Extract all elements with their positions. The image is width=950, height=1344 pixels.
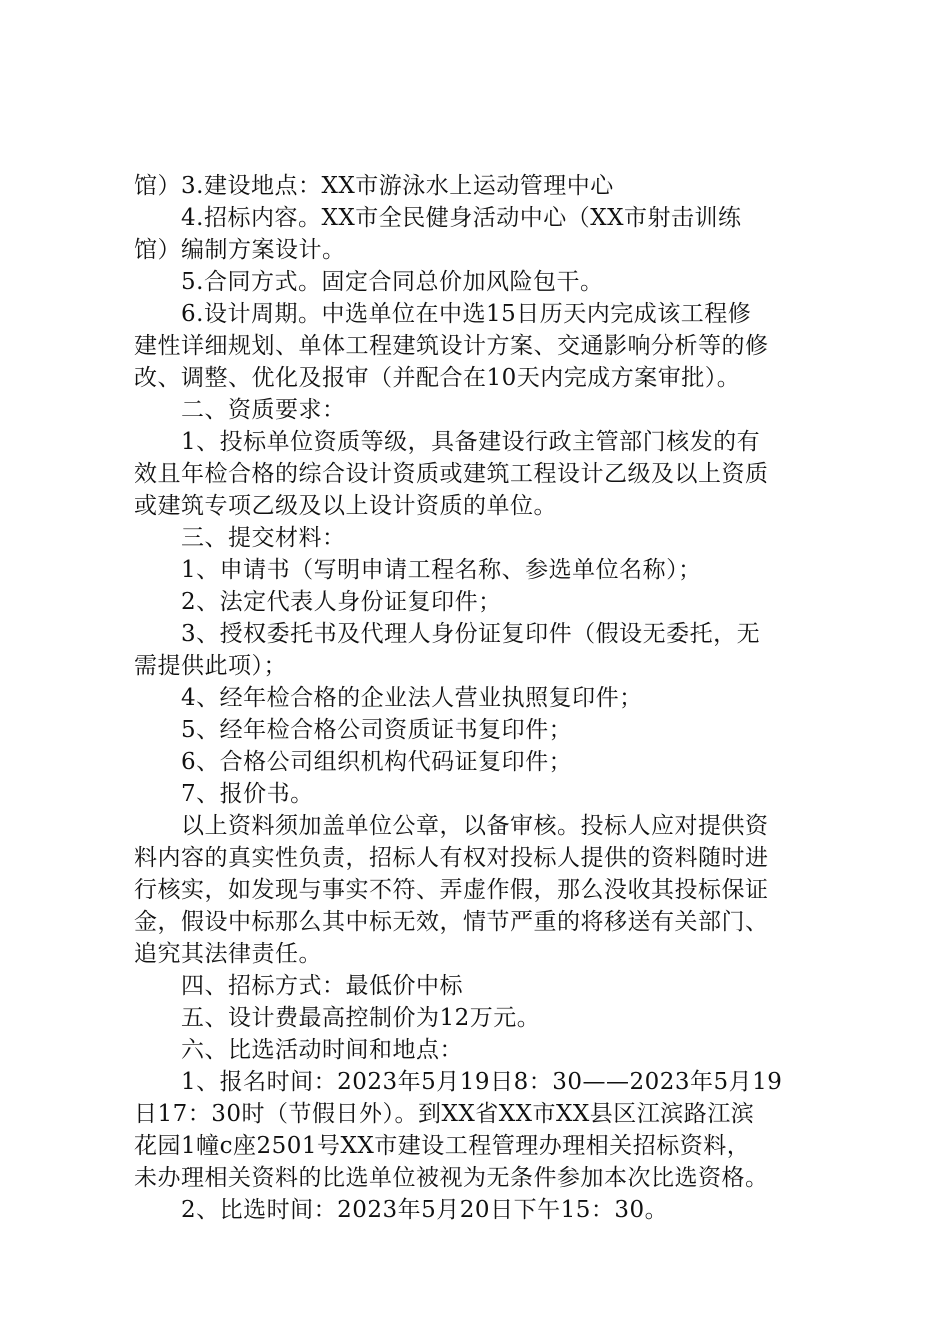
text-line: 效且年检合格的综合设计资质或建筑工程设计乙级及以上资质: [134, 461, 769, 487]
text-line: 1、申请书（写明申请工程名称、参选单位名称）；: [181, 557, 702, 583]
text-line: 建性详细规划、单体工程建筑设计方案、交通影响分析等的修: [134, 333, 769, 359]
text-line: 5.合同方式。固定合同总价加风险包干。: [181, 269, 604, 295]
text-line: 3、授权委托书及代理人身份证复印件（假设无委托，无: [181, 621, 761, 647]
text-line: 馆）编制方案设计。: [134, 237, 346, 263]
text-line: 6.设计周期。中选单位在中选15日历天内完成该工程修: [181, 301, 752, 327]
text-line: 行核实，如发现与事实不符、弄虚作假，那么没收其投标保证: [134, 877, 769, 903]
text-line: 5、经年检合格公司资质证书复印件；: [181, 717, 573, 743]
text-line: 1、报名时间：2023年5月19日8：30——2023年5月19: [181, 1069, 783, 1095]
text-line: 五、设计费最高控制价为12万元。: [181, 1005, 541, 1031]
text-line: 2、比选时间：2023年5月20日下午15：30。: [181, 1197, 669, 1223]
text-line: 花园1幢c座2501号XX市建设工程管理办理相关招标资料，: [134, 1133, 751, 1159]
text-line: 未办理相关资料的比选单位被视为无条件参加本次比选资格。: [134, 1165, 769, 1191]
text-line: 六、比选活动时间和地点：: [181, 1037, 463, 1063]
text-line: 馆）3.建设地点：XX市游泳水上运动管理中心: [134, 173, 614, 199]
text-line: 三、提交材料：: [181, 525, 346, 551]
text-line: 7、报价书。: [181, 781, 314, 807]
text-line: 以上资料须加盖单位公章，以备审核。投标人应对提供资: [181, 813, 769, 839]
text-line: 4、经年检合格的企业法人营业执照复印件；: [181, 685, 643, 711]
text-line: 或建筑专项乙级及以上设计资质的单位。: [134, 493, 557, 519]
text-line: 2、法定代表人身份证复印件；: [181, 589, 502, 615]
text-line: 金，假设中标那么其中标无效，情节严重的将移送有关部门、: [134, 909, 769, 935]
text-line: 1、投标单位资质等级，具备建设行政主管部门核发的有: [181, 429, 761, 455]
text-line: 料内容的真实性负责，招标人有权对投标人提供的资料随时进: [134, 845, 769, 871]
text-line: 需提供此项）；: [134, 653, 287, 679]
text-line: 6、合格公司组织机构代码证复印件；: [181, 749, 573, 775]
text-line: 改、调整、优化及报审（并配合在10天内完成方案审批）。: [134, 365, 741, 391]
document-body: [134, 170, 824, 1226]
text-line: 4.招标内容。XX市全民健身活动中心（XX市射击训练: [181, 205, 742, 231]
text-line: 四、招标方式：最低价中标: [181, 973, 463, 999]
text-line: 二、资质要求：: [181, 397, 346, 423]
text-line: 日17：30时（节假日外）。到XX省XX市XX县区江滨路江滨: [134, 1101, 755, 1127]
text-line: 追究其法律责任。: [134, 941, 322, 967]
